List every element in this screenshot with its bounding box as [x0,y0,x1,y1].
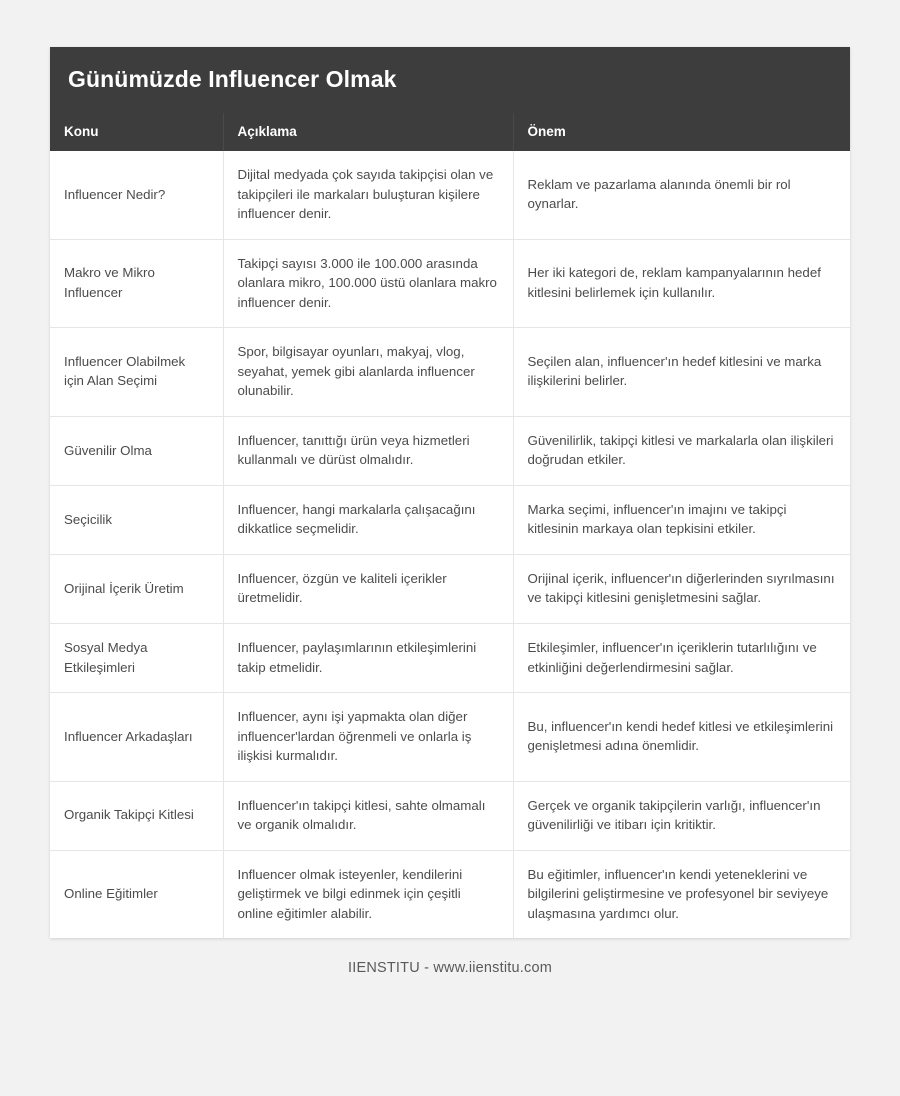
info-card [50,47,850,938]
cell-aciklama: Influencer, aynı işi yapmakta olan diğer influencer'lardan öğrenmeli ve onlarla iş ilişkisi kurmalıdır. [223,693,513,782]
table-header-row [50,113,850,151]
cell-onem: Bu, influencer'ın kendi hedef kitlesi ve etkileşimlerini genişletmesi adına önemlidir. [513,693,850,782]
cell-aciklama: Influencer'ın takipçi kitlesi, sahte olmamalı ve organik olmalıdır. [223,781,513,850]
page-title: Günümüzde Influencer Olmak [50,47,850,113]
cell-konu: Güvenilir Olma [50,416,223,485]
cell-aciklama: Influencer, tanıttığı ürün veya hizmetleri kullanmalı ve dürüst olmalıdır. [223,416,513,485]
cell-konu: Online Eğitimler [50,850,223,938]
table-body [50,151,850,938]
cell-aciklama: Influencer, paylaşımlarının etkileşimlerini takip etmelidir. [223,623,513,692]
table-row [50,693,850,782]
cell-konu: Influencer Nedir? [50,151,223,239]
table-row [50,328,850,417]
cell-onem: Reklam ve pazarlama alanında önemli bir rol oynarlar. [513,151,850,239]
cell-konu: Makro ve Mikro Influencer [50,239,223,328]
cell-onem: Gerçek ve organik takipçilerin varlığı, influencer'ın güvenilirliği ve itibarı için kritiktir. [513,781,850,850]
cell-aciklama: Influencer, özgün ve kaliteli içerikler üretmelidir. [223,554,513,623]
table-row [50,623,850,692]
cell-onem: Etkileşimler, influencer'ın içeriklerin tutarlılığını ve etkinliğini değerlendirmesini sağlar. [513,623,850,692]
table-row [50,850,850,938]
influencer-table [50,113,850,938]
table-header [50,113,850,151]
cell-onem: Her iki kategori de, reklam kampanyalarının hedef kitlesini belirlemek için kullanılır. [513,239,850,328]
cell-konu: Influencer Olabilmek için Alan Seçimi [50,328,223,417]
column-header-konu: Konu [50,113,223,151]
footer-attribution: IIENSTITU - www.iienstitu.com [348,960,552,977]
cell-konu: Orijinal İçerik Üretim [50,554,223,623]
cell-onem: Orijinal içerik, influencer'ın diğerlerinden sıyrılmasını ve takipçi kitlesini genişletmesini sağlar. [513,554,850,623]
table-row [50,151,850,239]
cell-konu: Influencer Arkadaşları [50,693,223,782]
table-row [50,781,850,850]
cell-konu: Sosyal Medya Etkileşimleri [50,623,223,692]
cell-konu: Seçicilik [50,485,223,554]
cell-onem: Marka seçimi, influencer'ın imajını ve takipçi kitlesinin markaya olan tepkisini etkiler. [513,485,850,554]
cell-onem: Güvenilirlik, takipçi kitlesi ve markalarla olan ilişkileri doğrudan etkiler. [513,416,850,485]
cell-onem: Bu eğitimler, influencer'ın kendi yeteneklerini ve bilgilerini geliştirmesine ve profesyonel bir seviyeye ulaşmasına yardımcı olur. [527,866,829,921]
cell-aciklama: Influencer, hangi markalarla çalışacağını dikkatlice seçmelidir. [223,485,513,554]
cell-konu: Organik Takipçi Kitlesi [50,781,223,850]
table-row [50,485,850,554]
column-header-onem: Önem [513,113,850,151]
cell-onem: Seçilen alan, influencer'ın hedef kitlesini ve marka ilişkilerini belirler. [513,328,850,417]
table-row [50,416,850,485]
cell-aciklama: Spor, bilgisayar oyunları, makyaj, vlog, seyahat, yemek gibi alanlarda influencer olunabilir. [223,328,513,417]
cell-aciklama: Dijital medyada çok sayıda takipçisi olan ve takipçileri ile markaları buluşturan kişilere influencer denir. [223,151,513,239]
column-header-aciklama: Açıklama [223,113,513,151]
table-row [50,239,850,328]
cell-aciklama: Influencer olmak isteyenler, kendilerini geliştirmek ve bilgi edinmek için çeşitli online eğitimler alabilir. [223,850,513,938]
table-row [50,554,850,623]
cell-aciklama: Takipçi sayısı 3.000 ile 100.000 arasında olanlara mikro, 100.000 üstü olanlara makro influencer denir. [223,239,513,328]
